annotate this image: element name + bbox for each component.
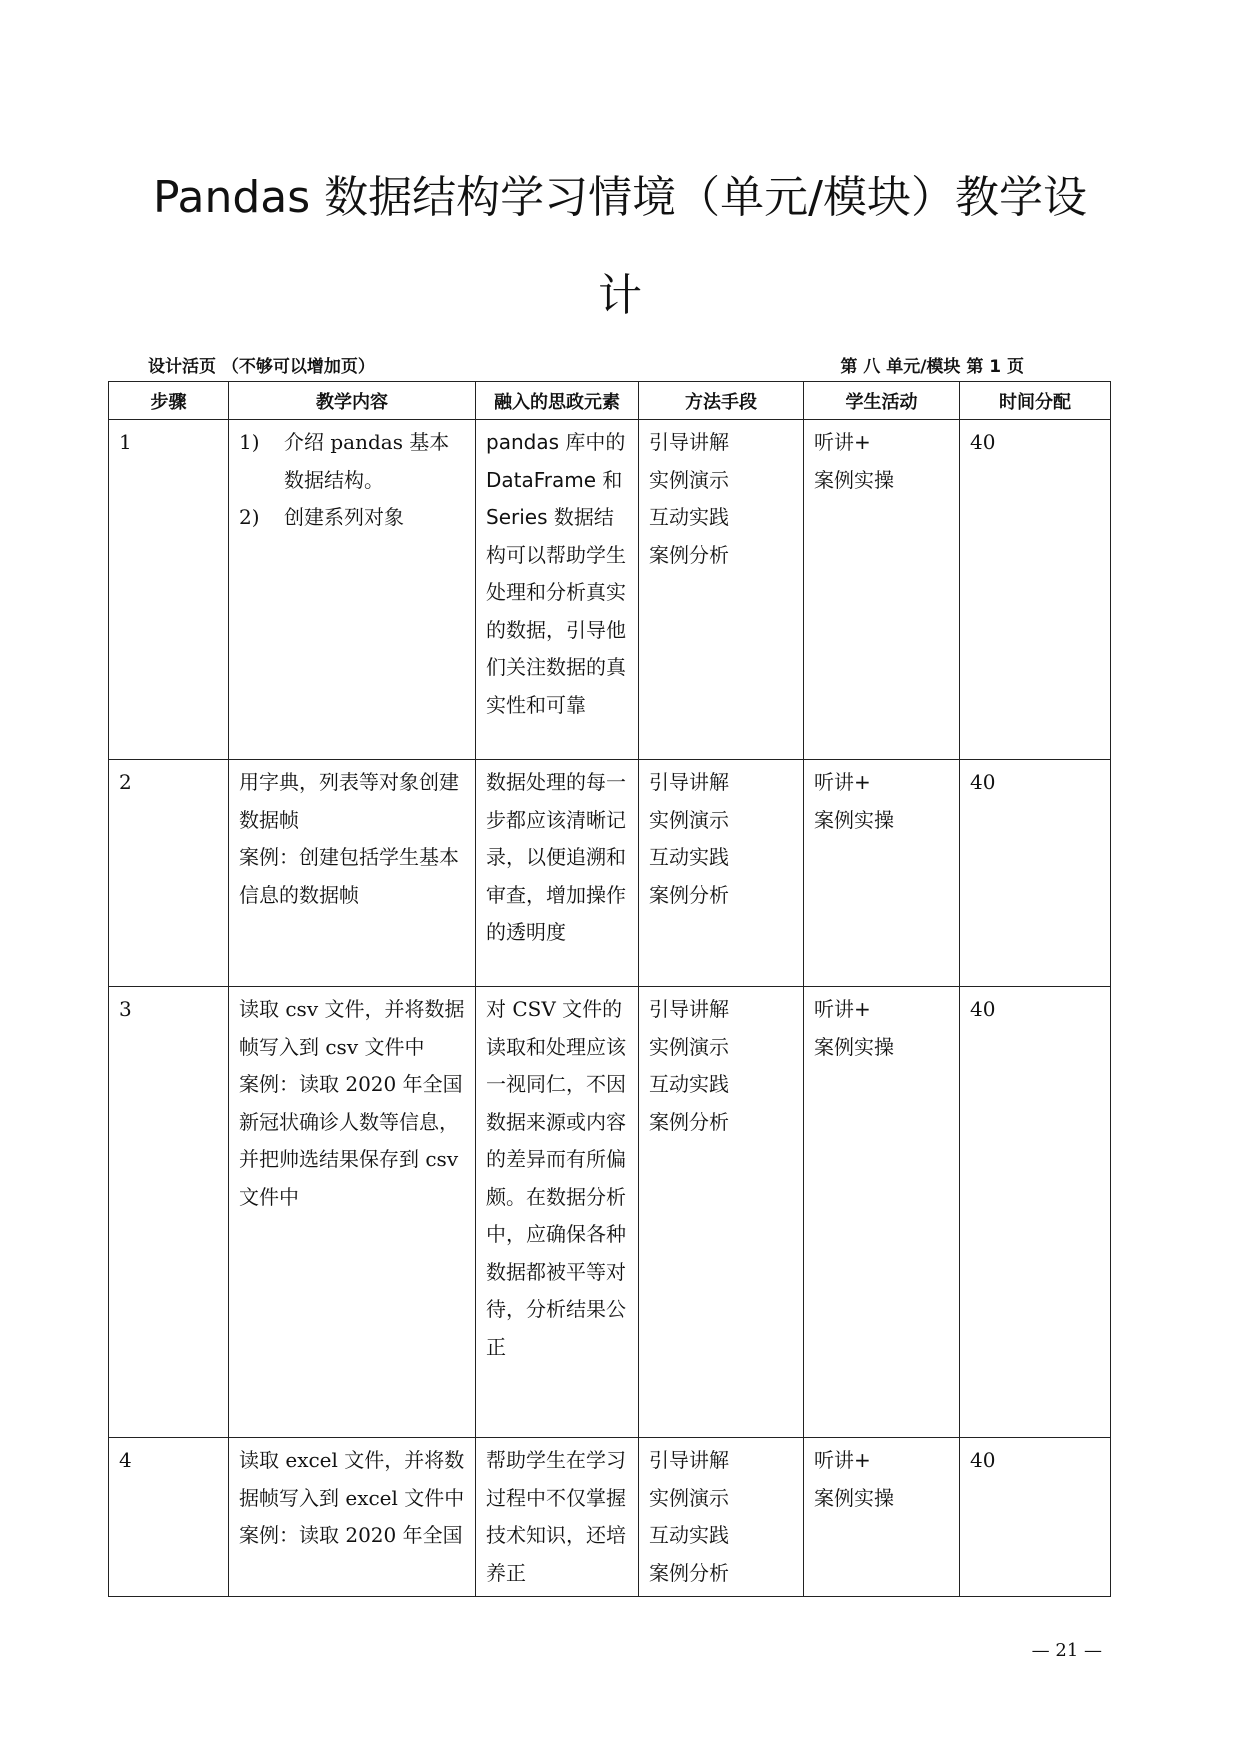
- cell-activity: [804, 760, 960, 987]
- table-row: [109, 1438, 1111, 1597]
- activity-item: 听讲+: [814, 770, 871, 794]
- cell-activity: [804, 1438, 960, 1597]
- cell-step: 3: [109, 987, 229, 1438]
- content-line: 用字典，列表等对象创建数据帧: [239, 770, 459, 832]
- cell-time: 40: [960, 1438, 1111, 1597]
- cell-content: [229, 420, 476, 760]
- cell-step: 2: [109, 760, 229, 987]
- header-ideology: 融入的思政元素: [476, 382, 639, 420]
- method-item: 互动实践: [649, 845, 729, 869]
- teaching-design-table: [108, 381, 1111, 1597]
- table-row: [109, 760, 1111, 987]
- document-title-line-1: Pandas 数据结构学习情境（单元/模块）教学设: [152, 172, 1088, 223]
- page-number: — 21 —: [1031, 1640, 1102, 1661]
- content-line: 案例：创建包括学生基本信息的数据帧: [239, 845, 459, 907]
- method-item: 案例分析: [649, 542, 729, 567]
- method-item: 实例演示: [649, 467, 729, 492]
- cell-step: 1: [109, 420, 229, 760]
- cell-content: [229, 1438, 476, 1597]
- method-item: 互动实践: [649, 1523, 729, 1547]
- header-methods: 方法手段: [639, 382, 804, 420]
- method-item: 引导讲解: [649, 430, 729, 454]
- cell-time: 40: [960, 760, 1111, 987]
- list-text: 介绍 pandas 基本数据结构。: [284, 430, 450, 492]
- list-item: [239, 424, 465, 499]
- subheader-left: 设计活页 （不够可以增加页）: [148, 357, 375, 377]
- activity-item: 听讲+: [814, 997, 871, 1021]
- list-number: 2): [239, 505, 260, 529]
- content-line: 案例：读取 2020 年全国新冠状确诊人数等信息，并把帅选结果保存到 csv 文件中: [239, 1072, 463, 1209]
- cell-time: 40: [960, 420, 1111, 760]
- method-item: 实例演示: [649, 1034, 729, 1059]
- method-item: 引导讲解: [649, 997, 729, 1021]
- header-step: 步骤: [109, 382, 229, 420]
- table-row: [109, 987, 1111, 1438]
- method-item: 案例分析: [649, 882, 729, 907]
- cell-methods: [639, 1438, 804, 1597]
- cell-activity: [804, 987, 960, 1438]
- cell-time: 40: [960, 987, 1111, 1438]
- method-item: 实例演示: [649, 1485, 729, 1510]
- table-row: [109, 420, 1111, 760]
- cell-ideology: 对 CSV 文件的读取和处理应该一视同仁，不因数据来源或内容的差异而有所偏颇。在数据分析中，应确保各种数据都被平等对待，分析结果公正: [476, 987, 639, 1438]
- cell-methods: [639, 420, 804, 760]
- list-number: 1): [239, 430, 260, 454]
- header-activity: 学生活动: [804, 382, 960, 420]
- list-item: [239, 499, 465, 537]
- cell-step: 4: [109, 1438, 229, 1597]
- method-item: 引导讲解: [649, 770, 729, 794]
- method-item: 引导讲解: [649, 1448, 729, 1472]
- method-item: 互动实践: [649, 1072, 729, 1096]
- cell-ideology: pandas 库中的 DataFrame 和 Series 数据结构可以帮助学生处理和分析真实的数据，引导他们关注数据的真实性和可靠: [476, 420, 639, 760]
- document-title-line-2: 计: [598, 270, 642, 321]
- header-content: 教学内容: [229, 382, 476, 420]
- cell-content: [229, 987, 476, 1438]
- cell-ideology: 数据处理的每一步都应该清晰记录，以便追溯和审查，增加操作的透明度: [476, 760, 639, 987]
- content-line: 读取 csv 文件，并将数据帧写入到 csv 文件中: [239, 997, 465, 1059]
- method-item: 实例演示: [649, 807, 729, 832]
- list-text: 创建系列对象: [284, 505, 404, 529]
- content-line: 读取 excel 文件，并将数据帧写入到 excel 文件中: [239, 1448, 465, 1510]
- cell-methods: [639, 987, 804, 1438]
- activity-item: 听讲+: [814, 430, 871, 454]
- method-item: 案例分析: [649, 1109, 729, 1134]
- activity-item: 案例实操: [814, 1034, 894, 1059]
- cell-methods: [639, 760, 804, 987]
- cell-content: [229, 760, 476, 987]
- activity-item: 案例实操: [814, 467, 894, 492]
- header-time: 时间分配: [960, 382, 1111, 420]
- activity-item: 案例实操: [814, 1485, 894, 1510]
- subheader-right: 第 八 单元/模块 第 1 页: [840, 357, 1024, 377]
- method-item: 互动实践: [649, 505, 729, 529]
- activity-item: 案例实操: [814, 807, 894, 832]
- content-line: 案例：读取 2020 年全国: [239, 1523, 463, 1547]
- cell-activity: [804, 420, 960, 760]
- cell-ideology: 帮助学生在学习过程中不仅掌握技术知识，还培养正: [476, 1438, 639, 1597]
- activity-item: 听讲+: [814, 1448, 871, 1472]
- table-header-row: [109, 382, 1111, 420]
- method-item: 案例分析: [649, 1560, 729, 1585]
